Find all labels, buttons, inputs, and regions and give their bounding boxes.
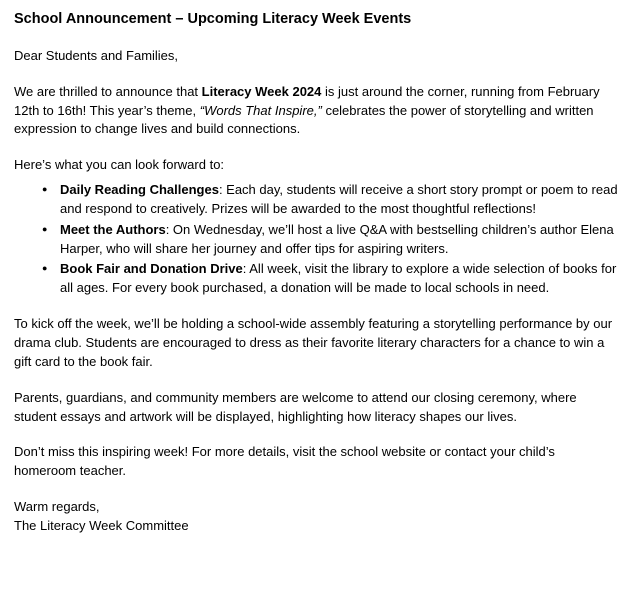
bullet-text: : On Wednesday, we’ll host a live Q&A with bestselling children’s author Elena Harper, who will share her journey and offer tips for aspiring writers. [60, 221, 614, 256]
list-item [60, 181, 620, 219]
intro-italic-theme: “Words That Inspire,” [199, 102, 322, 118]
bullet-label: Book Fair and Donation Drive [60, 261, 243, 277]
details-paragraph: Don’t miss this inspiring week! For more details, visit the school website or contact your child’s homeroom teacher. [14, 444, 555, 479]
closing-line-1: Warm regards, [14, 499, 100, 515]
bullet-label: Meet the Authors [60, 221, 166, 237]
highlights-list [14, 181, 620, 298]
intro-part-2: is just around the corner, running from February 12th to 16th! This year’s theme, [14, 83, 600, 118]
intro-part-3: celebrates the power of storytelling and written expression to change lives and build connections. [14, 102, 594, 137]
lead-in-text: Here’s what you can look forward to: [14, 157, 225, 173]
assembly-paragraph: To kick off the week, we’ll be holding a school-wide assembly featuring a storytelling performance by our drama club. Students are encouraged to dress as their favorite literary characters for a chance to win a gift card to the book fair. [14, 316, 613, 369]
list-item [60, 221, 620, 259]
intro-part-1: We are thrilled to announce that [14, 83, 202, 99]
salutation: Dear Students and Families, [14, 47, 179, 63]
intro-bold-literacy-week: Literacy Week 2024 [201, 83, 322, 99]
list-item [60, 260, 620, 298]
closing-line-2: The Literacy Week Committee [14, 517, 189, 533]
closing-ceremony-paragraph: Parents, guardians, and community members are welcome to attend our closing ceremony, where student essays and artwork will be displayed, highlighting how literacy shapes our lives. [14, 389, 577, 424]
page-title: School Announcement – Upcoming Literacy Week Events [14, 11, 412, 27]
bullet-text: : Each day, students will receive a short story prompt or poem to read and respond to creatively. Prizes will be awarded to the most thoughtful reflections! [60, 182, 618, 216]
intro-paragraph [14, 83, 620, 140]
bullet-label: Daily Reading Challenges [60, 182, 219, 198]
bullet-text: : All week, visit the library to explore a wide selection of books for all ages. For every book purchased, a donation will be made to local schools in need. [60, 261, 617, 296]
